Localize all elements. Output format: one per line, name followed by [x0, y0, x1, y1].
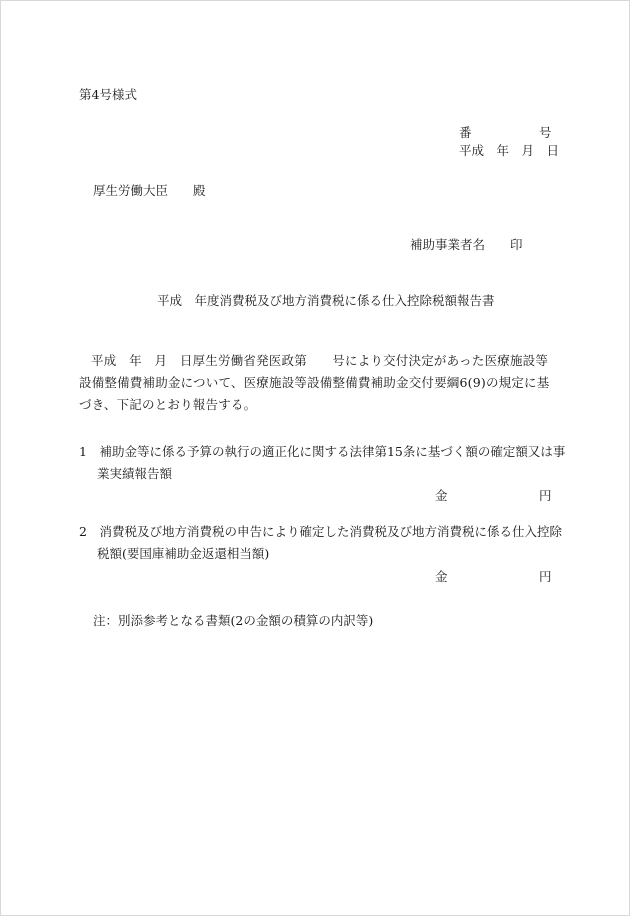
document-title: 平成 年度消費税及び地方消費税に係る仕入控除税額報告書 [157, 293, 495, 308]
reference-number-label: 番 [459, 125, 472, 140]
amount-label-2: 金 [435, 569, 448, 584]
recipient-line: 厚生労働大臣 殿 [93, 183, 206, 198]
document-date: 平成 年 月 日 [459, 143, 560, 158]
amount-unit-2: 円 [539, 569, 552, 584]
intro-paragraph: 平成 年 月 日厚生労働省発医政第 号により交付決定があった医療施設等設備整備費補助金について、医療施設等設備整備費補助金交付要綱6(9)の規定に基づき、下記のとおり報告する。 [79, 353, 550, 412]
report-item-2: 2 消費税及び地方消費税の申告により確定した消費税及び地方消費税に係る仕入控除税額(要国庫補助金返還相当額) [79, 524, 562, 561]
reference-number-suffix: 号 [539, 125, 552, 140]
applicant-signature-line: 補助事業者名 印 [410, 237, 523, 252]
amount-label-1: 金 [435, 488, 448, 503]
form-number: 第4号様式 [79, 87, 137, 102]
attachment-note: 注：別添参考となる書類(2の金額の積算の内訳等) [93, 613, 374, 628]
report-item-1: 1 補助金等に係る予算の執行の適正化に関する法律第15条に基づく額の確定額又は事業実績報告額 [79, 444, 566, 481]
amount-unit-1: 円 [539, 488, 552, 503]
